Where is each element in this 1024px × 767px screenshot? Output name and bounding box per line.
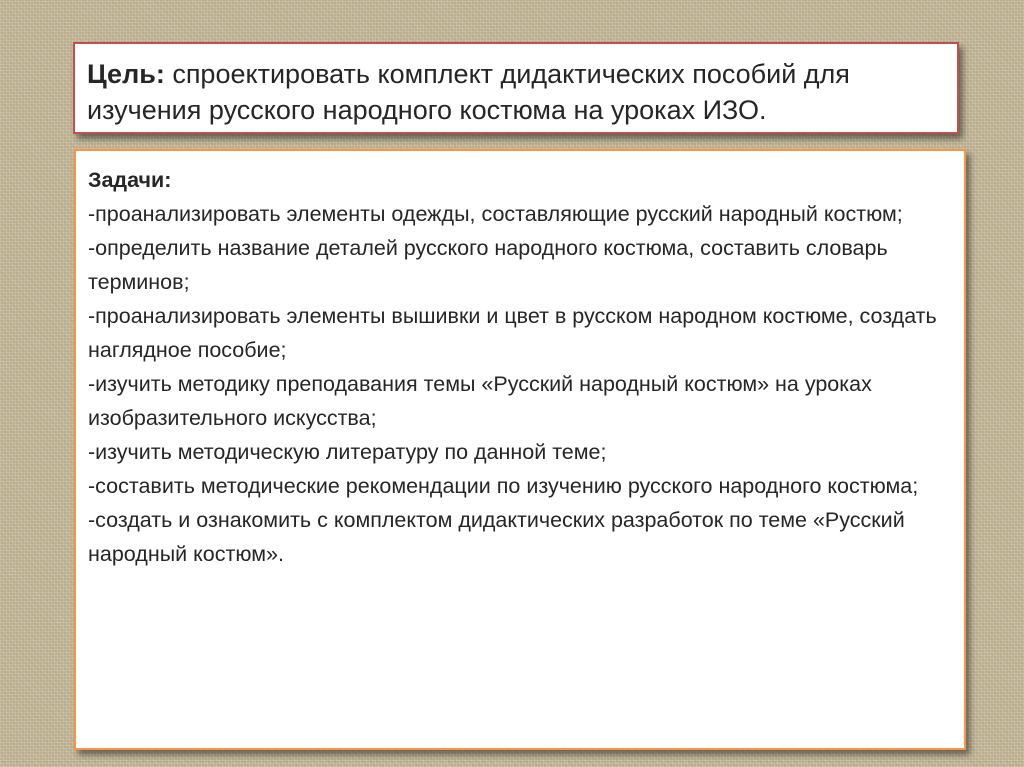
goal-text (87, 56, 947, 128)
task-item-6: -составить методические рекомендации по изучению русского народного костюма; (88, 474, 919, 498)
goal-description: спроектировать комплект дидактических пособий для изучения русского народного костюма на уроках ИЗО. (87, 59, 850, 125)
task-item-2: -определить название деталей русского народного костюма, составить словарь терминов; (88, 236, 888, 294)
task-item-5: -изучить методическую литературу по данной теме; (88, 440, 607, 464)
goal-box (73, 42, 959, 134)
task-item-4: -изучить методику преподавания темы «Русский народный костюм» на уроках изобразительного искусства; (88, 372, 872, 430)
task-item-1: -проанализировать элементы одежды, составляющие русский народный костюм; (88, 202, 903, 226)
tasks-box (74, 149, 966, 750)
goal-label: Цель: (87, 59, 165, 89)
task-item-3: -проанализировать элементы вышивки и цвет в русском народном костюме, создать наглядное пособие; (88, 304, 937, 362)
task-item-7: -создать и ознакомить с комплектом дидактических разработок по теме «Русский народный костюм». (88, 508, 905, 566)
tasks-title: Задачи: (88, 168, 172, 192)
